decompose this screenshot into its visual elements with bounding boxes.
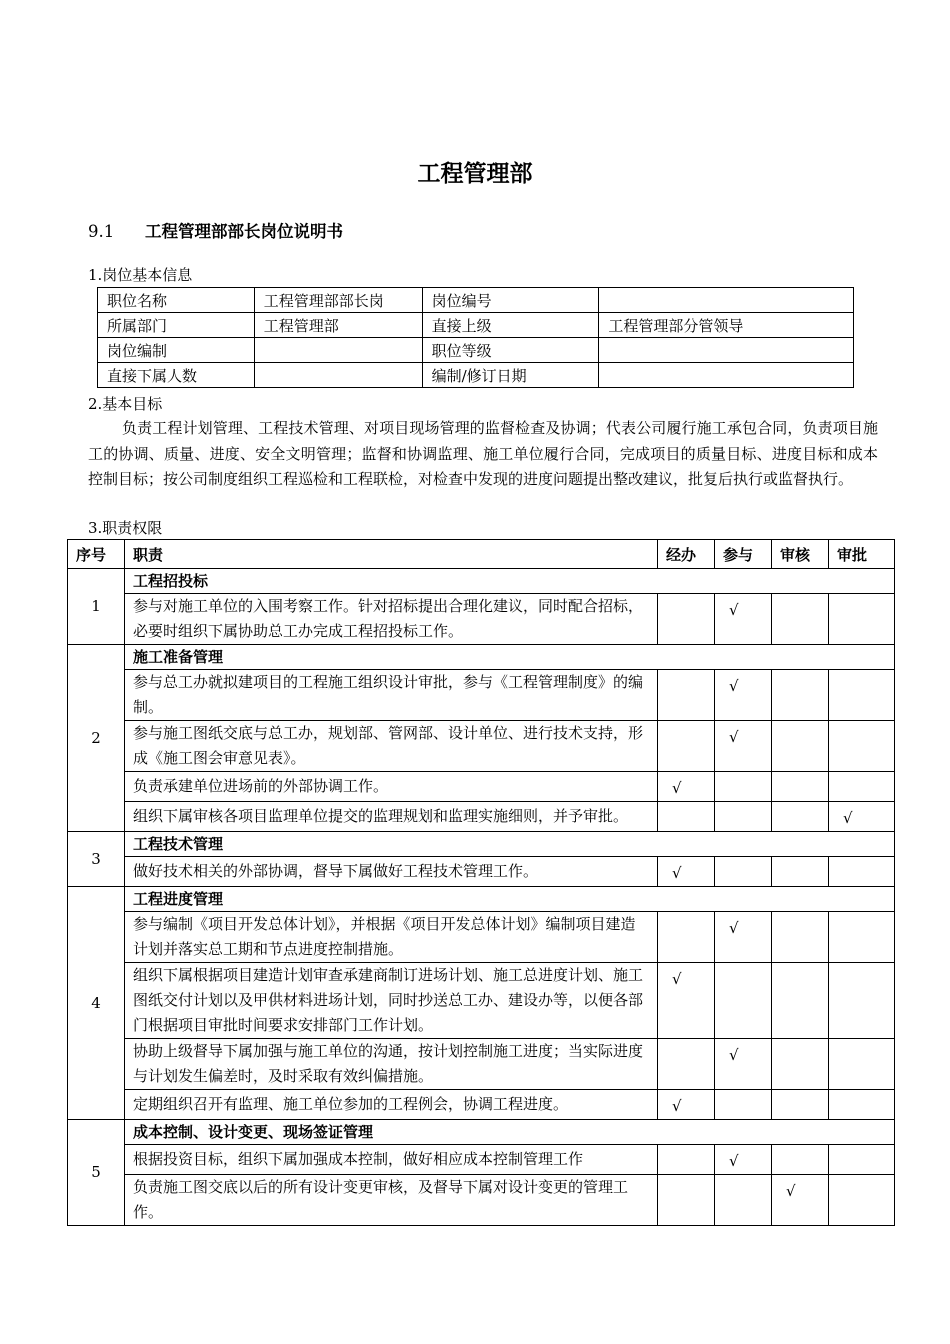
info-label-cell: 直接上级 [422,313,599,338]
duty-text: 协助上级督导下属加强与施工单位的沟通，按计划控制施工进度；当实际进度与计划发生偏差时，及时采取有效纠偏措施。 [125,1039,658,1090]
info-label-cell: 编制/修订日期 [422,363,599,388]
info-label-cell: 直接下属人数 [98,363,255,388]
mark-review-cell [772,772,829,802]
check-mark: √ [672,779,682,797]
duty-category-row [68,832,895,857]
mark-handle-cell [658,802,715,832]
basic-info-label: 1.岗位基本信息 [88,266,193,284]
duty-category-row [68,569,895,594]
info-value-cell [599,338,854,363]
duty-text: 参与总工办就拟建项目的工程施工组织设计审批，参与《工程管理制度》的编制。 [125,670,658,721]
mark-participate-cell [715,912,772,963]
mark-handle-cell [658,721,715,772]
duty-category-row [68,1120,895,1145]
header-participate: 参与 [715,540,772,569]
mark-approve-cell [829,1145,895,1175]
duty-item-row [68,912,895,963]
mark-handle-cell [658,1039,715,1090]
duty-seq: 2 [68,645,125,832]
duty-seq: 4 [68,887,125,1120]
duty-item-row [68,1145,895,1175]
info-value-cell: 工程管理部部长岗 [254,288,422,313]
duty-seq: 5 [68,1120,125,1226]
mark-participate-cell [715,670,772,721]
info-label-cell: 岗位编号 [422,288,599,313]
duty-item-row [68,670,895,721]
page-title: 工程管理部 [417,161,533,187]
info-value-cell [254,338,422,363]
header-handle: 经办 [658,540,715,569]
mark-approve-cell [829,594,895,645]
duty-category: 成本控制、设计变更、现场签证管理 [125,1120,895,1145]
info-row [98,363,854,388]
mark-handle-cell [658,857,715,887]
info-value-cell [599,363,854,388]
duties-table [67,539,895,1226]
check-mark: √ [843,809,853,827]
duty-item-row [68,1039,895,1090]
mark-participate-cell [715,802,772,832]
mark-review-cell [772,1145,829,1175]
mark-handle-cell [658,670,715,721]
mark-handle-cell [658,963,715,1039]
mark-approve-cell [829,1039,895,1090]
basic-info-table [97,287,854,388]
mark-review-cell [772,1039,829,1090]
check-mark: √ [786,1182,796,1200]
check-mark: √ [672,1097,682,1115]
duty-seq: 1 [68,569,125,645]
duty-category: 工程招投标 [125,569,895,594]
mark-handle-cell [658,1090,715,1120]
header-duty: 职责 [125,540,658,569]
mark-review-cell [772,1090,829,1120]
mark-review-cell [772,721,829,772]
mark-review-cell [772,1175,829,1226]
info-value-cell: 工程管理部分管领导 [599,313,854,338]
info-label-cell: 职位等级 [422,338,599,363]
mark-participate-cell [715,963,772,1039]
mark-participate-cell [715,772,772,802]
mark-approve-cell [829,1175,895,1226]
goal-label: 2.基本目标 [88,395,163,413]
duty-category: 工程进度管理 [125,887,895,912]
duty-item-row [68,963,895,1039]
info-row [98,338,854,363]
duty-item-row [68,802,895,832]
mark-review-cell [772,963,829,1039]
mark-approve-cell [829,1090,895,1120]
duty-text: 定期组织召开有监理、施工单位参加的工程例会，协调工程进度。 [125,1090,658,1120]
mark-participate-cell [715,1175,772,1226]
duty-item-row [68,1175,895,1226]
mark-review-cell [772,594,829,645]
check-mark: √ [729,1046,739,1064]
mark-participate-cell [715,594,772,645]
header-review: 审核 [772,540,829,569]
mark-handle-cell [658,772,715,802]
mark-participate-cell [715,1090,772,1120]
check-mark: √ [672,970,682,988]
check-mark: √ [729,919,739,937]
duties-label: 3.职责权限 [88,519,163,537]
duty-text: 负责施工图交底以后的所有设计变更审核，及督导下属对设计变更的管理工作。 [125,1175,658,1226]
duty-item-row [68,721,895,772]
duty-text: 组织下属根据项目建造计划审查承建商制订进场计划、施工总进度计划、施工图纸交付计划以及甲供材料进场计划，同时抄送总工办、建设办等，以便各部门根据项目审批时间要求安排部门工作计划。 [125,963,658,1039]
header-approve: 审批 [829,540,895,569]
duty-text: 做好技术相关的外部协调，督导下属做好工程技术管理工作。 [125,857,658,887]
mark-participate-cell [715,721,772,772]
duty-category: 工程技术管理 [125,832,895,857]
goal-text: 负责工程计划管理、工程技术管理、对项目现场管理的监督检查及协调；代表公司履行施工承包合同，负责项目施工的协调、质量、进度、安全文明管理；监督和协调监理、施工单位履行合同，完成项目的质量目标、进度目标和成本控制目标；按公司制度组织工程巡检和工程联检，对检查中发现的进度问题提出整改建议，批复后执行或监督执行。 [88,419,878,488]
check-mark: √ [729,728,739,746]
duty-item-row [68,1090,895,1120]
header-seq: 序号 [68,540,125,569]
mark-handle-cell [658,1145,715,1175]
mark-approve-cell [829,772,895,802]
duty-text: 参与对施工单位的入围考察工作。针对招标提出合理化建议，同时配合招标，必要时组织下属协助总工办完成工程招投标工作。 [125,594,658,645]
section-heading [88,218,343,242]
section-title: 工程管理部部长岗位说明书 [145,222,343,241]
duty-item-row [68,772,895,802]
duty-text: 根据投资目标，组织下属加强成本控制，做好相应成本控制管理工作 [125,1145,658,1175]
duty-text: 参与施工图纸交底与总工办，规划部、管网部、设计单位、进行技术支持，形成《施工图会审意见表》。 [125,721,658,772]
mark-approve-cell [829,670,895,721]
check-mark: √ [729,677,739,695]
check-mark: √ [672,864,682,882]
mark-participate-cell [715,857,772,887]
info-label-cell: 所属部门 [98,313,255,338]
duty-text: 参与编制《项目开发总体计划》，并根据《项目开发总体计划》编制项目建造计划并落实总工期和节点进度控制措施。 [125,912,658,963]
check-mark: √ [729,601,739,619]
mark-review-cell [772,670,829,721]
duty-item-row [68,857,895,887]
duty-category-row [68,887,895,912]
mark-approve-cell [829,802,895,832]
duties-header-row [68,540,895,569]
mark-handle-cell [658,912,715,963]
mark-approve-cell [829,721,895,772]
duty-item-row [68,594,895,645]
info-row [98,313,854,338]
info-label-cell: 职位名称 [98,288,255,313]
mark-participate-cell [715,1145,772,1175]
mark-approve-cell [829,963,895,1039]
info-label-cell: 岗位编制 [98,338,255,363]
info-row [98,288,854,313]
mark-review-cell [772,912,829,963]
duty-seq: 3 [68,832,125,887]
mark-handle-cell [658,594,715,645]
info-value-cell: 工程管理部 [254,313,422,338]
duty-text: 负责承建单位进场前的外部协调工作。 [125,772,658,802]
mark-review-cell [772,857,829,887]
duty-text: 组织下属审核各项目监理单位提交的监理规划和监理实施细则，并予审批。 [125,802,658,832]
mark-participate-cell [715,1039,772,1090]
section-number: 9.1 [88,222,115,241]
duty-category-row [68,645,895,670]
mark-approve-cell [829,912,895,963]
duty-category: 施工准备管理 [125,645,895,670]
mark-approve-cell [829,857,895,887]
mark-handle-cell [658,1175,715,1226]
mark-review-cell [772,802,829,832]
check-mark: √ [729,1152,739,1170]
info-value-cell [254,363,422,388]
info-value-cell [599,288,854,313]
